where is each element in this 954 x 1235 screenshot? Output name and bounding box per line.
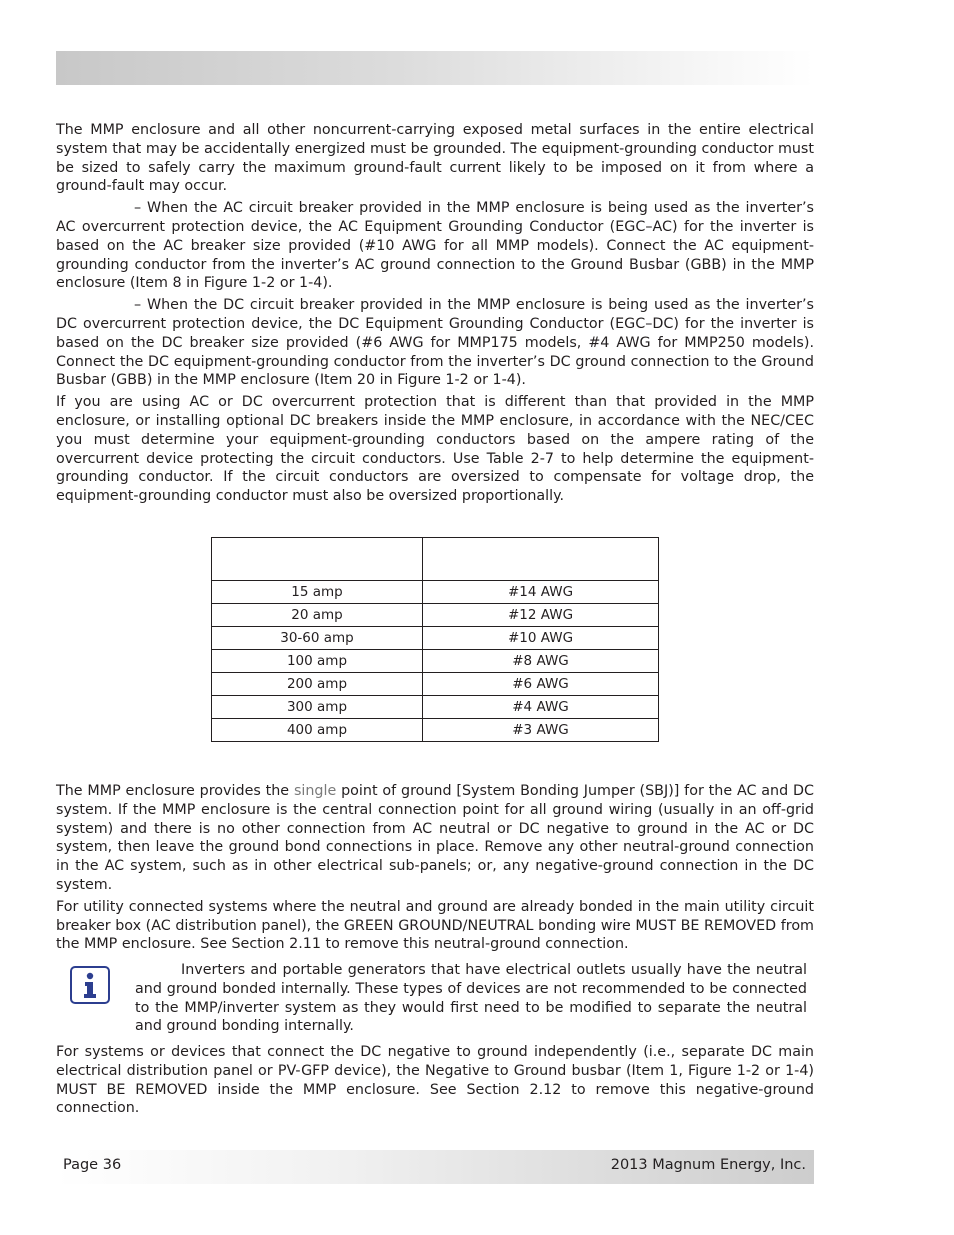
table-cell-awg: #3 AWG xyxy=(423,719,659,742)
paragraph-sbj xyxy=(56,782,814,895)
table-row xyxy=(212,581,659,604)
info-note-text: Inverters and portable generators that have electrical outlets usually have the neutral and ground bonded internally. These types of devices are not recommended to be connected to the MMP/inverter system as they would first need to be modified to separate the neutral and ground bonding internally. xyxy=(135,962,807,1035)
table-cell-rating: 300 amp xyxy=(212,696,423,719)
table-cell-rating: 30-60 amp xyxy=(212,627,423,650)
page-number: Page 36 xyxy=(63,1157,122,1173)
info-icon xyxy=(70,966,110,1004)
table-cell-rating: 100 amp xyxy=(212,650,423,673)
table-row xyxy=(212,650,659,673)
single-highlight: single xyxy=(293,783,337,799)
egc-sizing-table xyxy=(211,537,659,742)
table-row xyxy=(212,604,659,627)
table-cell-awg: #12 AWG xyxy=(423,604,659,627)
paragraph-egc-intro: The MMP enclosure and all other noncurrent-carrying exposed metal surfaces in the entire electrical system that may be accidentally energized must be grounded. The equipment-grounding conductor must be sized to safely carry the maximum ground-fault current likely to be imposed on it from where a ground-fault may occur. xyxy=(56,122,814,195)
table-header-row xyxy=(212,538,659,581)
grounding-text-upper xyxy=(56,121,814,509)
paragraph-egc-ac: – When the AC circuit breaker provided in the MMP enclosure is being used as the inverter’s AC overcurrent protection device, the AC Equipment Grounding Conductor (EGC–AC) for the inverter is based on the AC breaker size provided (#10 AWG for all MMP models). Connect the AC equipment-grounding conductor from the inverter’s AC ground connection to the Ground Busbar (GBB) in the MMP enclosure (Item 8 in Figure 1-2 or 1-4). xyxy=(56,200,814,292)
paragraph-utility-bond: For utility connected systems where the neutral and ground are already bonded in the main utility circuit breaker box (AC distribution panel), the GREEN GROUND/NEUTRAL bonding wire MUST BE REMOVED from the MMP enclosure. See Section 2.11 to remove this neutral-ground connection. xyxy=(56,898,814,953)
table-cell-awg: #6 AWG xyxy=(423,673,659,696)
copyright: 2013 Magnum Energy, Inc. xyxy=(610,1157,806,1173)
paragraph-sbj-end: point of ground [System Bonding Jumper (SBJ)] for the AC and DC system. If the MMP enclosure is the central connection point for all ground wiring (usually in an off-grid system) and there is no other connection from AC neutral or DC negative to ground in the AC or DC system, then leave the ground bond connections in place. Remove any other neutral-ground connection in the AC system, such as in other electrical sub-panels; or, any negative-ground connection in the DC system. xyxy=(56,783,815,893)
table-cell-awg: #8 AWG xyxy=(423,650,659,673)
table-cell-rating: 400 amp xyxy=(212,719,423,742)
paragraph-sbj-start: The MMP enclosure provides the xyxy=(56,783,294,799)
table-cell-awg: #14 AWG xyxy=(423,581,659,604)
grounding-text-final xyxy=(56,1043,814,1121)
table-cell-rating: 200 amp xyxy=(212,673,423,696)
header-bar xyxy=(56,51,814,85)
paragraph-egc-dc: – When the DC circuit breaker provided in the MMP enclosure is being used as the inverter’s DC overcurrent protection device, the DC Equipment Grounding Conductor (EGC–DC) for the inverter is based on the DC breaker size provided (#6 AWG for MMP175 models, #4 AWG for MMP250 models). Connect the DC equipment-grounding conductor from the inverter’s DC ground connection to the Ground Busbar (GBB) in the MMP enclosure (Item 20 in Figure 1-2 or 1-4). xyxy=(56,297,814,389)
paragraph-egc-sizing: If you are using AC or DC overcurrent protection that is different than that provided in the MMP enclosure, or installing optional DC breakers inside the MMP enclosure, in accordance with the NEC/CEC you must determine your equipment-grounding conductors based on the ampere rating of the overcurrent device protecting the circuit conductors. Use Table 2-7 to help determine the equipment-grounding conductor. If the circuit conductors are oversized to compensate for voltage drop, the equipment-grounding conductor must also be oversized proportionally. xyxy=(56,394,814,505)
table-row xyxy=(212,673,659,696)
table-cell-rating: 15 amp xyxy=(212,581,423,604)
info-note xyxy=(135,961,807,1036)
info-icon-glyph xyxy=(72,968,108,1002)
grounding-text-lower xyxy=(56,782,814,957)
table-header-rating xyxy=(212,538,423,581)
paragraph-negative-bond: For systems or devices that connect the DC negative to ground independently (i.e., separate DC main electrical distribution panel or PV-GFP device), the Negative to Ground busbar (Item 1, Figure 1-2 or 1-4) MUST BE REMOVED inside the MMP enclosure. See Section 2.12 to remove this negative-ground connection. xyxy=(56,1044,814,1117)
table-header-conductor xyxy=(423,538,659,581)
table-row xyxy=(212,719,659,742)
table-row xyxy=(212,696,659,719)
table-cell-rating: 20 amp xyxy=(212,604,423,627)
table-cell-awg: #10 AWG xyxy=(423,627,659,650)
table-cell-awg: #4 AWG xyxy=(423,696,659,719)
table-row xyxy=(212,627,659,650)
